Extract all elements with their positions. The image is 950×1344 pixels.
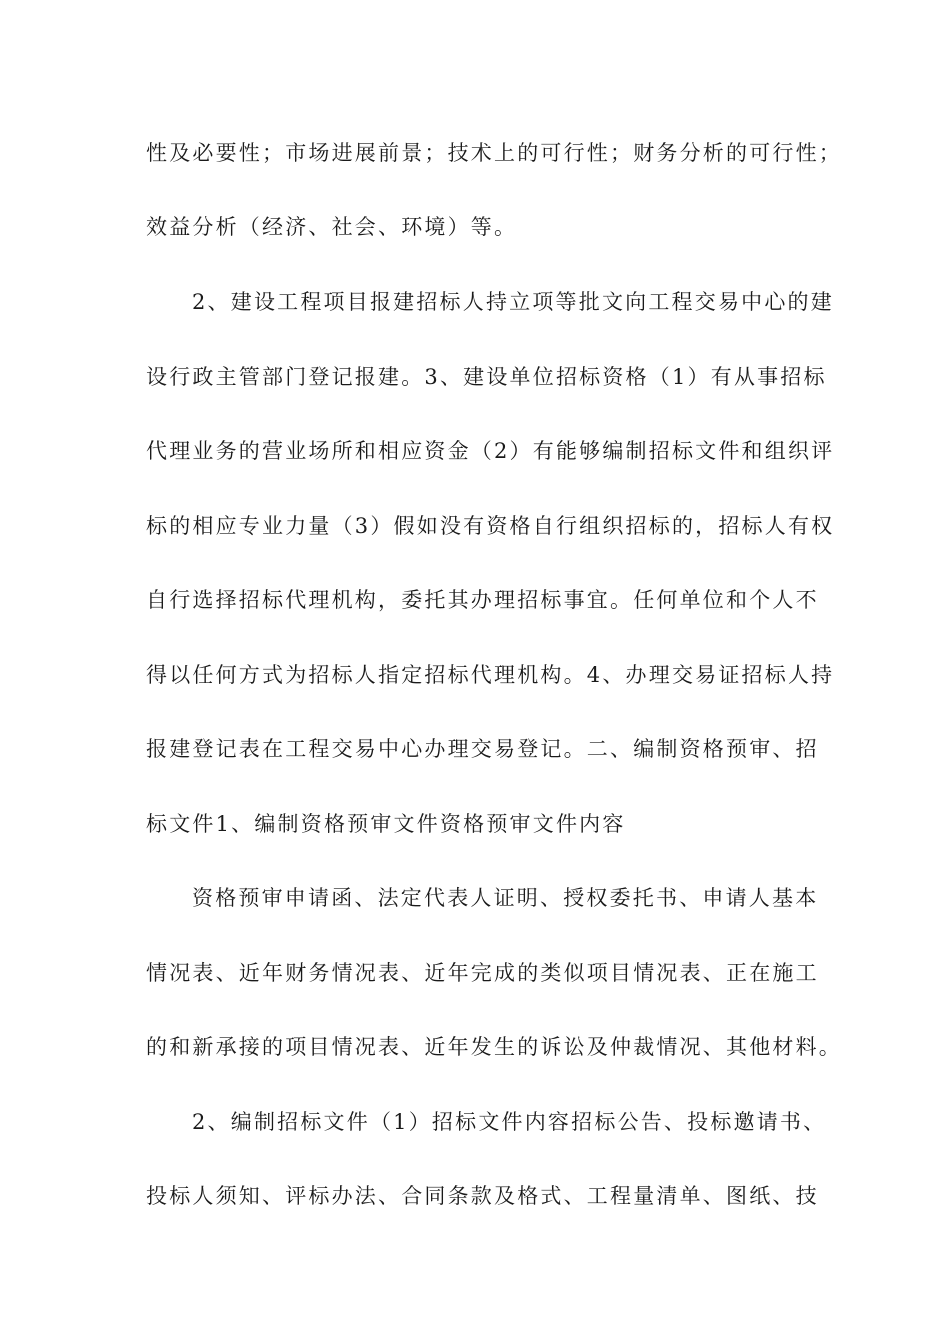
text-line: 的和新承接的项目情况表、近年发生的诉讼及仲裁情况、其他材料。 [146,1035,842,1059]
paragraph-start-line: 2、编制招标文件（1）招标文件内容招标公告、投标邀请书、 [192,1110,827,1134]
text-line: 代理业务的营业场所和相应资金（2）有能够编制招标文件和组织评 [146,439,835,463]
paragraph-start-line: 资格预审申请函、法定代表人证明、授权委托书、申请人基本 [192,886,819,910]
text-line: 标文件1、编制资格预审文件资格预审文件内容 [146,812,626,836]
text-line: 自行选择招标代理机构，委托其办理招标事宜。任何单位和个人不 [146,588,819,612]
text-line: 效益分析（经济、社会、环境）等。 [146,215,518,239]
text-line: 投标人须知、评标办法、合同条款及格式、工程量清单、图纸、技 [146,1184,819,1208]
text-line: 情况表、近年财务情况表、近年完成的类似项目情况表、正在施工 [146,961,819,985]
paragraph-start-line: 2、建设工程项目报建招标人持立项等批文向工程交易中心的建 [192,290,834,314]
text-line: 得以任何方式为招标人指定招标代理机构。4、办理交易证招标人持 [146,663,835,687]
text-line: 标的相应专业力量（3）假如没有资格自行组织招标的，招标人有权 [146,514,835,538]
text-line: 设行政主管部门登记报建。3、建设单位招标资格（1）有从事招标 [146,365,827,389]
text-line: 报建登记表在工程交易中心办理交易登记。二、编制资格预审、招 [146,737,819,761]
text-line: 性及必要性；市场进展前景；技术上的可行性；财务分析的可行性； [146,141,842,165]
